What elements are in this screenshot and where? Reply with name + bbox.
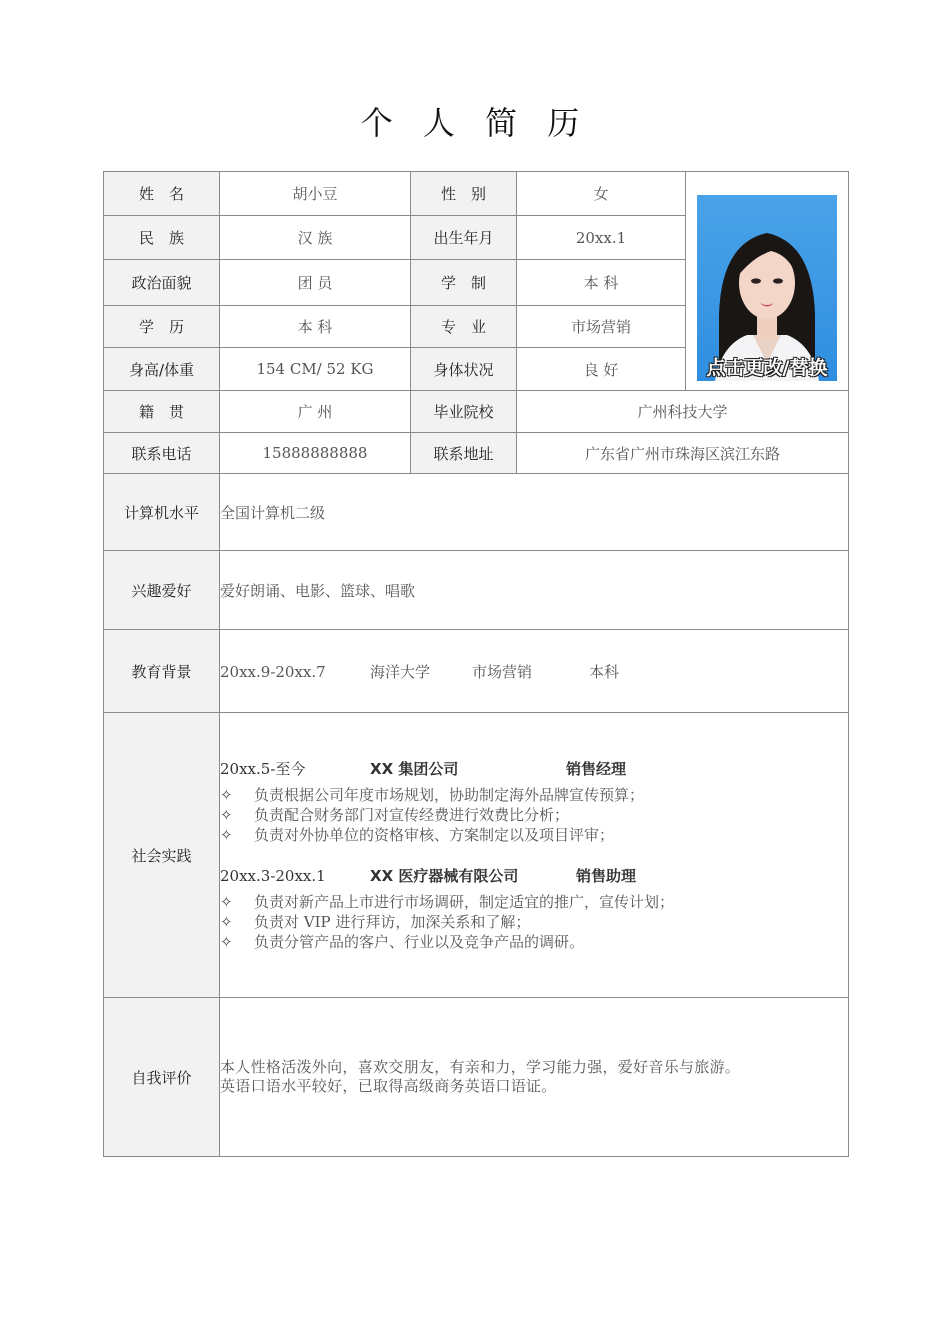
origin-value[interactable]: 广 州	[220, 391, 411, 433]
practice-entry-2-header	[220, 865, 848, 886]
practice-entry-2-role: 销售助理	[576, 867, 637, 885]
duty-item: ✧ 负责对 VIP 进行拜访，加深关系和了解；	[220, 913, 531, 931]
degree-label: 学 历	[104, 306, 220, 348]
birth-label: 出生年月	[411, 216, 517, 260]
self-eval-line-2: 英语口语水平较好，已取得高级商务英语口语证。	[220, 1077, 557, 1095]
address-label: 联系地址	[411, 433, 517, 474]
diamond-bullet-icon: ✧	[220, 933, 233, 951]
practice-entry-2-duties	[220, 892, 848, 952]
education-school: 海洋大学	[370, 662, 431, 681]
phone-label: 联系电话	[104, 433, 220, 474]
practice-entry-1-duties	[220, 785, 848, 845]
diamond-bullet-icon: ✧	[220, 806, 233, 824]
resume-table	[103, 171, 849, 1157]
politics-label: 政治面貌	[104, 260, 220, 306]
portrait-graphic	[697, 195, 837, 381]
education-major: 市场营销	[472, 662, 533, 681]
ethnicity-label: 民 族	[104, 216, 220, 260]
education-period: 20xx.9-20xx.7	[220, 662, 326, 681]
origin-label: 籍 贯	[104, 391, 220, 433]
major-value[interactable]: 市场营销	[517, 306, 686, 348]
practice-entry-2-period: 20xx.3-20xx.1	[220, 867, 326, 885]
name-value[interactable]: 胡小豆	[220, 172, 411, 216]
birth-value[interactable]: 20xx.1	[517, 216, 686, 260]
practice-entry-1-role: 销售经理	[566, 760, 627, 778]
hobbies-value[interactable]: 爱好朗诵、电影、篮球、唱歌	[220, 551, 849, 630]
computer-label: 计算机水平	[104, 474, 220, 551]
hobbies-label: 兴趣爱好	[104, 551, 220, 630]
practice-content[interactable]	[220, 713, 849, 998]
education-label: 教育背景	[104, 630, 220, 713]
page-title: 个 人 简 历	[360, 104, 590, 142]
health-value[interactable]: 良 好	[517, 348, 686, 391]
photo-change-caption[interactable]: 点击更改/替换	[706, 357, 828, 379]
self-eval-line-1: 本人性格活泼外向，喜欢交朋友，有亲和力，学习能力强，爱好音乐与旅游。	[220, 1058, 741, 1076]
practice-entry-1-period: 20xx.5-至今	[220, 760, 306, 778]
practice-entry-1-company: XX 集团公司	[370, 760, 459, 778]
education-value[interactable]	[220, 630, 849, 713]
duty-item: ✧ 负责分管产品的客户、行业以及竞争产品的调研。	[220, 933, 585, 951]
politics-value[interactable]: 团 员	[220, 260, 411, 306]
practice-entry-2-company: XX 医疗器械有限公司	[370, 867, 519, 885]
education-degree: 本科	[589, 662, 620, 681]
schooling-value[interactable]: 本 科	[517, 260, 686, 306]
major-label: 专 业	[411, 306, 517, 348]
duty-item: ✧ 负责配合财务部门对宣传经费进行效费比分析；	[220, 806, 570, 824]
school-value[interactable]: 广州科技大学	[517, 391, 849, 433]
ethnicity-value[interactable]: 汉 族	[220, 216, 411, 260]
diamond-bullet-icon: ✧	[220, 893, 233, 911]
name-label: 姓 名	[104, 172, 220, 216]
profile-photo[interactable]	[697, 195, 837, 381]
phone-value[interactable]: 15888888888	[220, 433, 411, 474]
diamond-bullet-icon: ✧	[220, 786, 233, 804]
photo-cell	[686, 172, 849, 391]
practice-entry-1-header	[220, 758, 848, 779]
body-value[interactable]: 154 CM/ 52 KG	[220, 348, 411, 391]
degree-value[interactable]: 本 科	[220, 306, 411, 348]
duty-item: ✧ 负责对外协单位的资格审核、方案制定以及项目评审；	[220, 826, 615, 844]
diamond-bullet-icon: ✧	[220, 913, 233, 931]
self-eval-content[interactable]	[220, 998, 849, 1157]
computer-value[interactable]: 全国计算机二级	[220, 474, 849, 551]
duty-item: ✧ 负责对新产品上市进行市场调研，制定适宜的推广，宣传计划；	[220, 893, 675, 911]
address-value[interactable]: 广东省广州市珠海区滨江东路	[517, 433, 849, 474]
gender-value[interactable]: 女	[517, 172, 686, 216]
diamond-bullet-icon: ✧	[220, 826, 233, 844]
gender-label: 性 别	[411, 172, 517, 216]
schooling-label: 学 制	[411, 260, 517, 306]
health-label: 身体状况	[411, 348, 517, 391]
body-label: 身高/体重	[104, 348, 220, 391]
duty-item: ✧ 负责根据公司年度市场规划，协助制定海外品牌宣传预算；	[220, 786, 645, 804]
school-label: 毕业院校	[411, 391, 517, 433]
self-eval-label: 自我评价	[104, 998, 220, 1157]
practice-label: 社会实践	[104, 713, 220, 998]
